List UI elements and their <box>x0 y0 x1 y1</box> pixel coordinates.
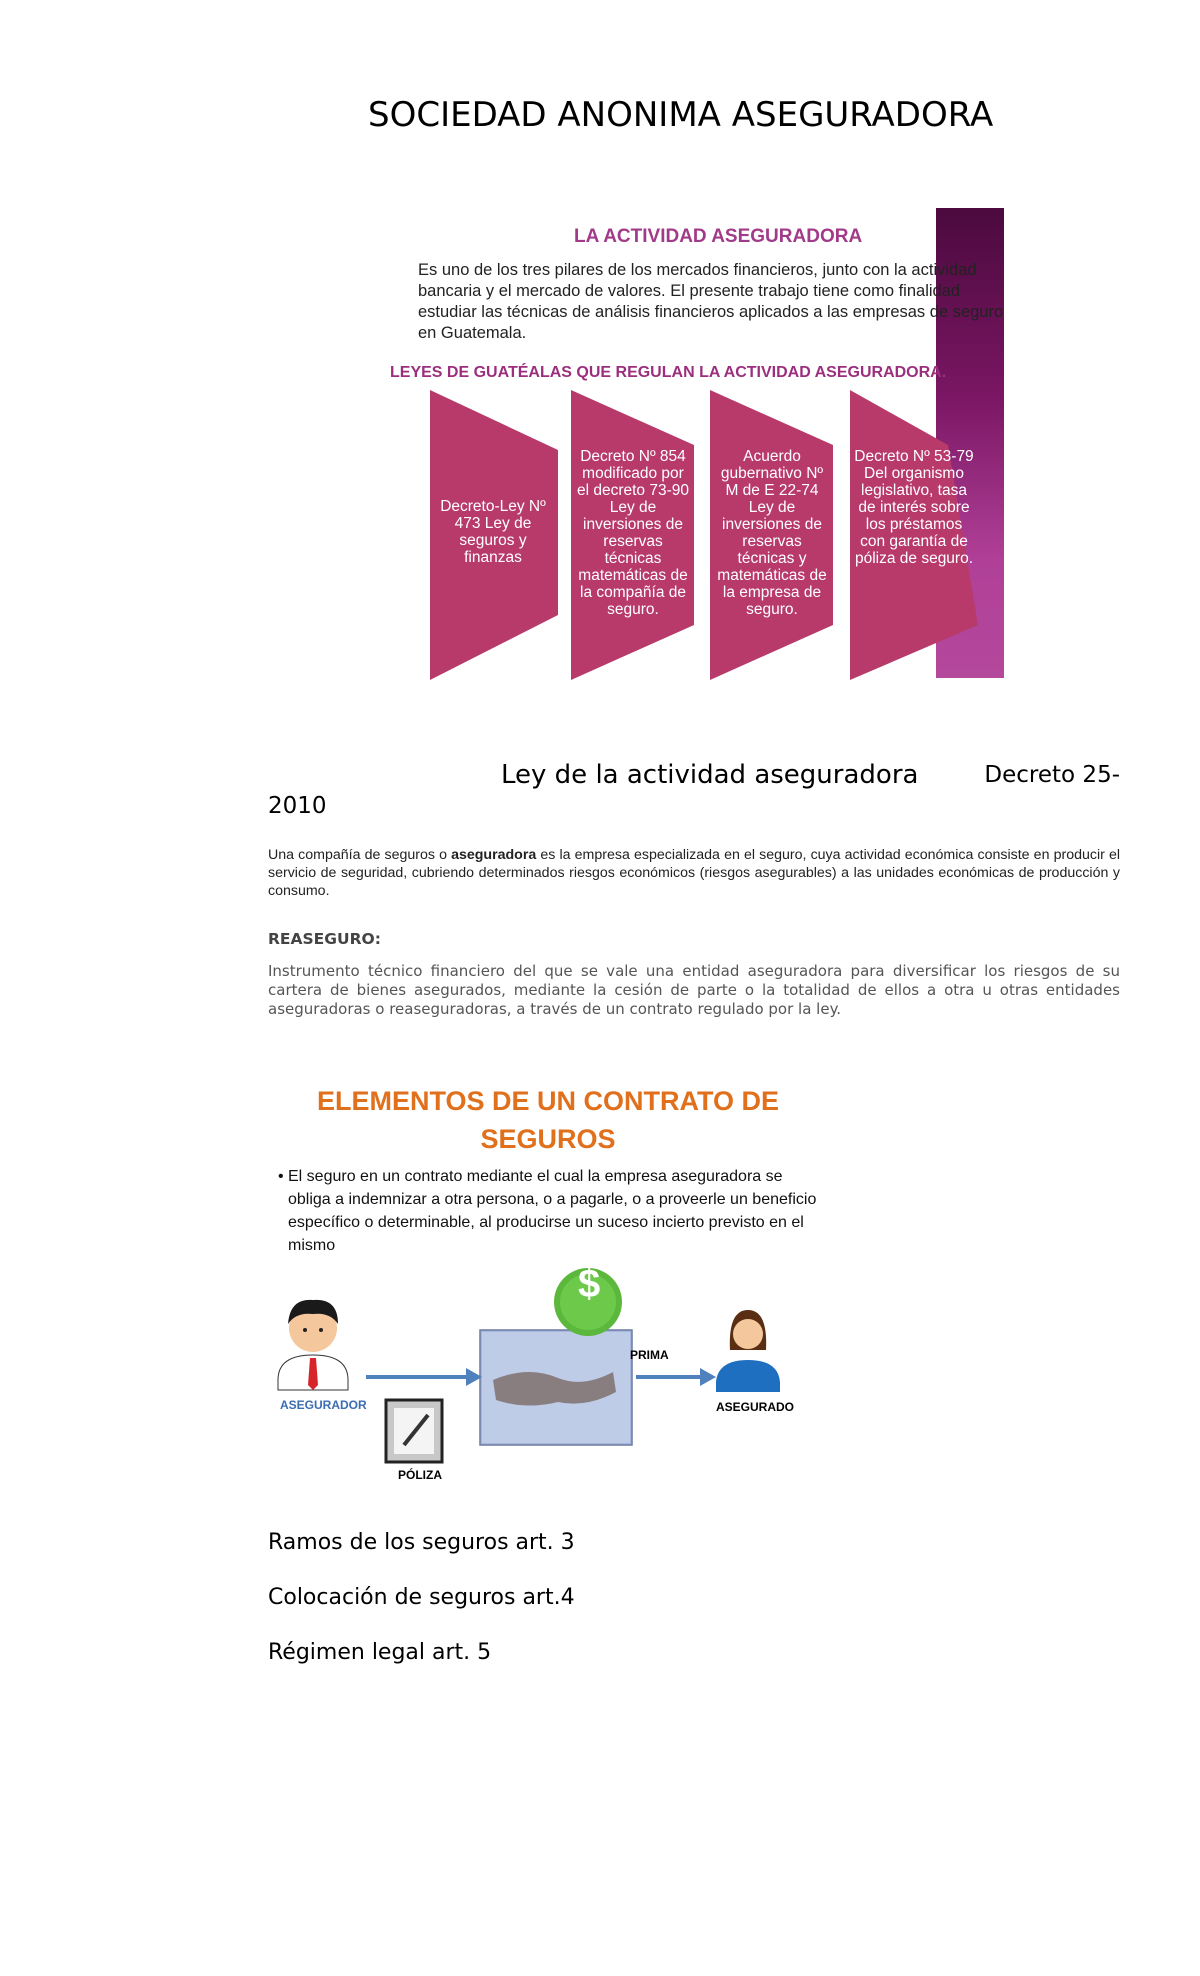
ley-paragraph <box>268 846 1120 900</box>
list-item-regimen: Régimen legal art. 5 <box>268 1640 492 1665</box>
ley-heading-year: 2010 <box>268 793 327 819</box>
law-4-text: Decreto Nº 53-79 Del organismo legislativo, tasa de interés sobre los préstamos con garantía de póliza de seguro. <box>854 448 974 567</box>
arrow-asegurador-to-contrato <box>366 1368 482 1386</box>
law-3-text: Acuerdo gubernativo Nº M de E 22-74 Ley de inversiones de reservas técnicas y matemáticas de la empresa de seguro. <box>717 448 827 618</box>
ley-paragraph-end: es la empresa especializada en el seguro, cuya actividad económica consiste en producir el servicio de seguridad, cubriendo determinados riesgos económicos (riesgos asegurables) a las unidades económicas de producción y consumo. <box>268 847 1120 899</box>
ley-heading-decree: Decreto 25- <box>984 762 1120 788</box>
label-asegurador: ASEGURADOR <box>280 1398 367 1412</box>
reaseguro-title: REASEGURO: <box>268 930 381 948</box>
ley-heading <box>268 760 1120 821</box>
arrow-contrato-to-asegurado <box>636 1368 716 1386</box>
poliza-icon <box>386 1400 442 1462</box>
document-title: SOCIEDAD ANONIMA ASEGURADORA <box>368 95 994 135</box>
slide2-title-line1: ELEMENTOS DE UN CONTRATO DE <box>316 1086 780 1116</box>
slide2-bullet <box>278 1165 828 1257</box>
ley-paragraph-start: Una compañía de seguros o <box>268 847 452 863</box>
list-item-ramos: Ramos de los seguros art. 3 <box>268 1530 575 1555</box>
asegurador-icon <box>278 1300 348 1390</box>
label-asegurado: ASEGURADO <box>716 1400 795 1414</box>
slide2-bullet-text: El seguro en un contrato mediante el cual la empresa aseguradora se obliga a indemnizar a otra persona, o a pagarle, o a proveerle un beneficio específico o determinable, al producirse un suceso incierto previsto en el mismo <box>288 1168 817 1254</box>
label-poliza: PÓLIZA <box>398 1468 442 1482</box>
slide-heading: LA ACTIVIDAD ASEGURADORA <box>574 226 863 247</box>
contract-diagram <box>268 1260 828 1510</box>
list-item-colocacion: Colocación de seguros art.4 <box>268 1585 575 1610</box>
slide-actividad-aseguradora <box>388 208 1010 678</box>
slide-elementos-contrato <box>268 1070 828 1510</box>
dollar-sign: $ <box>578 1262 601 1306</box>
reaseguro-body: Instrumento técnico financiero del que se vale una entidad aseguradora para diversificar los riesgos de su cartera de bienes asegurados, mediante la cesión de parte o la totalidad de ellos a otra u otras entidades aseguradoras o reaseguradoras, a través de un contrato regulado por la ley. <box>268 962 1120 1018</box>
slide-subheading: LEYES DE GUATÉALAS QUE REGULAN LA ACTIVIDAD ASEGURADORA. <box>390 364 947 381</box>
bullet-icon: • <box>278 1168 284 1185</box>
label-prima: PRIMA <box>630 1348 669 1362</box>
ley-paragraph-bold: aseguradora <box>451 847 537 863</box>
asegurado-icon <box>716 1310 780 1392</box>
law-2-text: Decreto Nº 854 modificado por el decreto 73-90 Ley de inversiones de reservas técnicas matemáticas de la compañía de seguro. <box>576 448 690 618</box>
law-1-text: Decreto-Ley Nº 473 Ley de seguros y finanzas <box>440 498 546 566</box>
ley-heading-main: Ley de la actividad aseguradora <box>501 760 919 790</box>
slide2-title <box>268 1082 828 1158</box>
slide2-title-line2: SEGUROS <box>480 1124 616 1154</box>
slide-body-text: Es uno de los tres pilares de los mercados financieros, junto con la actividad bancaria y el mercado de valores. El presente trabajo tiene como finalidad estudiar las técnicas de análisis financieros aplicados a las empresas de seguro en Guatemala. <box>418 261 1004 342</box>
